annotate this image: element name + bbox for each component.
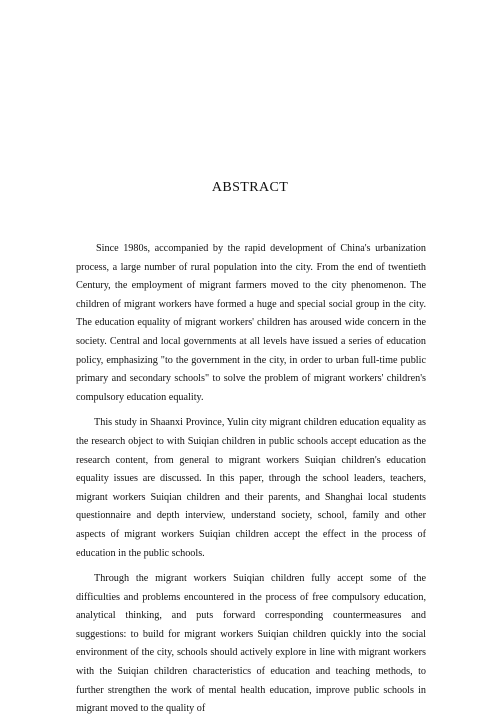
abstract-title: ABSTRACT xyxy=(211,180,289,195)
abstract-paragraph-3: Through the migrant workers Suiqian children fully accept some of the difficulties and problems encountered in the process of free compulsory education, analytical thinking, and puts forward corresponding countermeasures and suggestions: to build for migrant workers Suiqian children quickly into the social environment of the city, schools should actively explore in line with migrant workers with the Suiqian children characteristics of education and teaching methods, to further strengthen the work of mental health education, improve public schools in migrant moved to the quality of xyxy=(76,573,426,715)
abstract-paragraph-1: Since 1980s, accompanied by the rapid development of China's urbanization process, a large number of rural population into the city. From the end of twentieth Century, the employment of migrant farmers moved to the city phenomenon. The children of migrant workers have formed a huge and special social group in the city. The education equality of migrant workers' children has aroused wide concern in the society. Central and local governments at all levels have issued a series of education policy, emphasizing "to the government in the city, in order to urban full-time public primary and secondary schools" to solve the problem of migrant workers' children's compulsory education equality. xyxy=(76,243,426,403)
abstract-paragraph-2: This study in Shaanxi Province, Yulin city migrant children education equality as the research object to with Suiqian children in public schools accept education as the research content, from general to migrant workers Suiqian children's education equality issues are discussed. In this paper, through the school leaders, teachers, migrant workers Suiqian children and their parents, and Shanghai local students questionnaire and depth interview, understand society, school, family and other aspects of migrant workers Suiqian children accept the effect in the process of education in the public schools. xyxy=(76,417,426,559)
abstract-body xyxy=(76,240,426,726)
